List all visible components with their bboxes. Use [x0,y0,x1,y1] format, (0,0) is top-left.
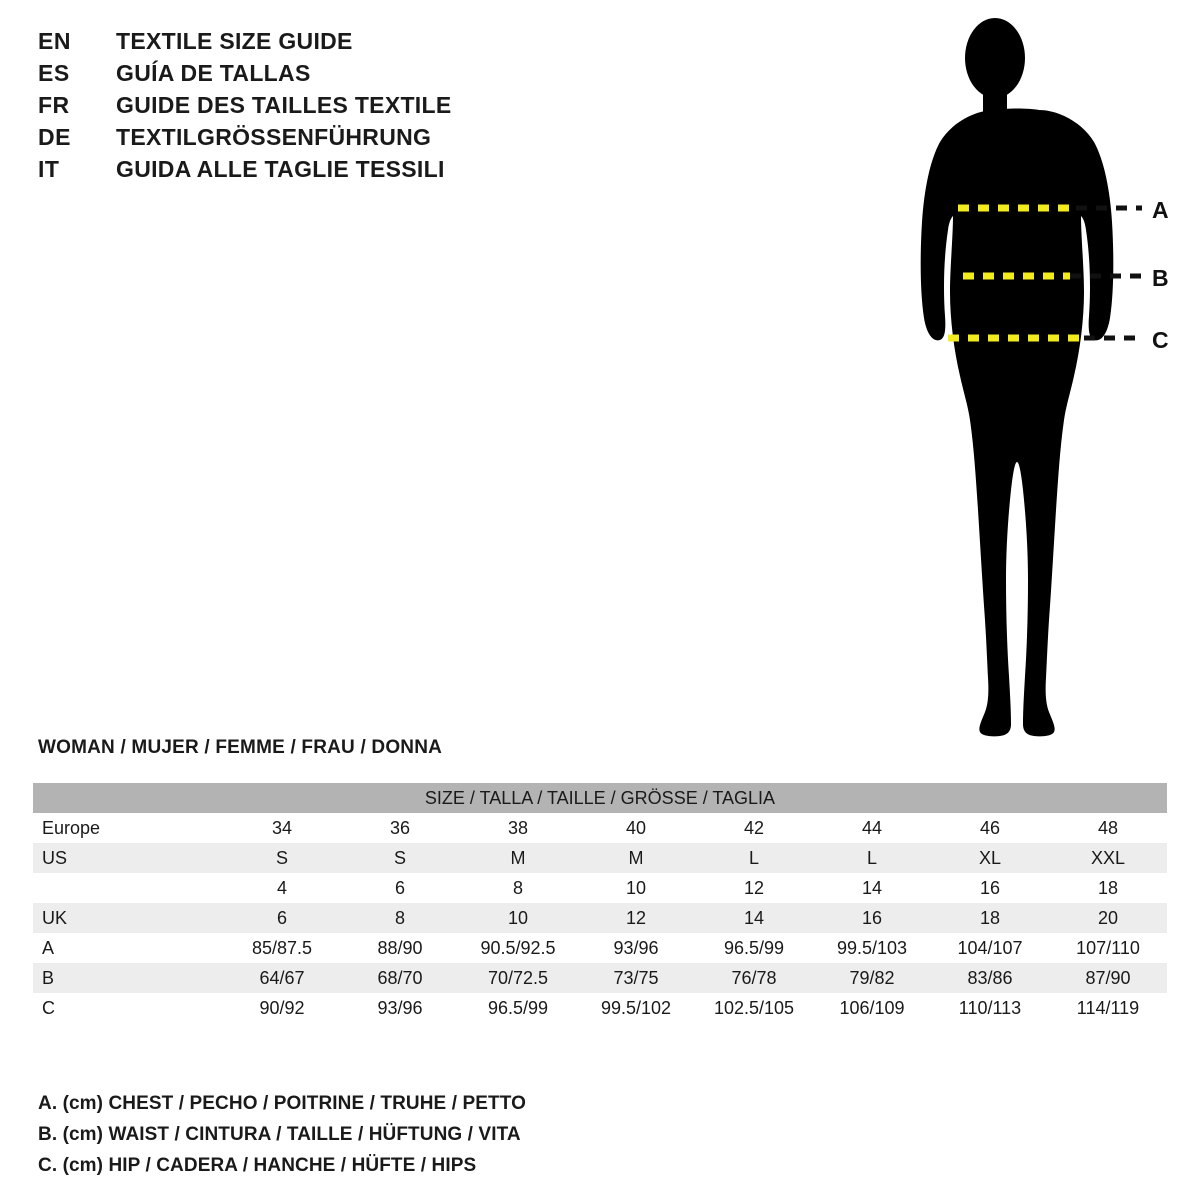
measurement-legend [38,1088,738,1181]
cell-c-7: 114/119 [1049,993,1167,1023]
table-row [33,963,1167,993]
title-text-it: GUIDA ALLE TAGLIE TESSILI [116,156,445,182]
table-row [33,903,1167,933]
language-code-fr: FR [38,92,70,118]
cell-us-5: L [813,843,931,873]
table-row [33,873,1167,903]
cell-b-6: 83/86 [931,963,1049,993]
legend-line-b: B. (cm) WAIST / CINTURA / TAILLE / HÜFTUNG / VITA [38,1124,521,1145]
row-label-us-numeric [33,873,223,903]
row-label-europe: Europe [33,813,223,843]
cell-europe-2: 38 [459,813,577,843]
section-heading-woman: WOMAN / MUJER / FEMME / FRAU / DONNA [38,737,443,758]
row-label-b: B [33,963,223,993]
title-text-de: TEXTILGRÖSSENFÜHRUNG [116,124,432,150]
row-label-us: US [33,843,223,873]
table-row [33,933,1167,963]
cell-c-5: 106/109 [813,993,931,1023]
language-title-block [38,28,558,188]
cell-us-1: S [341,843,459,873]
row-label-a: A [33,933,223,963]
cell-europe-0: 34 [223,813,341,843]
cell-europe-7: 48 [1049,813,1167,843]
language-code-es: ES [38,60,70,86]
cell-c-0: 90/92 [223,993,341,1023]
cell-us-0: S [223,843,341,873]
cell-uk-2: 10 [459,903,577,933]
cell-c-3: 99.5/102 [577,993,695,1023]
cell-c-2: 96.5/99 [459,993,577,1023]
cell-b-0: 64/67 [223,963,341,993]
cell-usnum-4: 12 [695,873,813,903]
title-row-es [38,60,558,92]
cell-usnum-2: 8 [459,873,577,903]
cell-usnum-6: 16 [931,873,1049,903]
table-row [33,993,1167,1023]
cell-usnum-1: 6 [341,873,459,903]
cell-a-4: 96.5/99 [695,933,813,963]
language-code-de: DE [38,124,71,150]
cell-b-5: 79/82 [813,963,931,993]
cell-us-2: M [459,843,577,873]
cell-usnum-7: 18 [1049,873,1167,903]
cell-a-6: 104/107 [931,933,1049,963]
title-row-it [38,156,558,188]
cell-c-1: 93/96 [341,993,459,1023]
cell-usnum-0: 4 [223,873,341,903]
language-code-en: EN [38,28,71,54]
cell-a-7: 107/110 [1049,933,1167,963]
legend-line-a: A. (cm) CHEST / PECHO / POITRINE / TRUHE / PETTO [38,1093,526,1114]
measure-label-b: B [1152,265,1169,291]
cell-uk-7: 20 [1049,903,1167,933]
cell-usnum-5: 14 [813,873,931,903]
title-text-en: TEXTILE SIZE GUIDE [116,28,353,54]
cell-a-5: 99.5/103 [813,933,931,963]
cell-us-3: M [577,843,695,873]
table-header-label: SIZE / TALLA / TAILLE / GRÖSSE / TAGLIA [33,783,1167,813]
cell-a-0: 85/87.5 [223,933,341,963]
size-table [33,783,1167,1023]
cell-uk-5: 16 [813,903,931,933]
cell-b-2: 70/72.5 [459,963,577,993]
cell-b-3: 73/75 [577,963,695,993]
cell-c-6: 110/113 [931,993,1049,1023]
cell-us-7: XXL [1049,843,1167,873]
cell-a-2: 90.5/92.5 [459,933,577,963]
cell-uk-6: 18 [931,903,1049,933]
title-text-es: GUÍA DE TALLAS [116,60,311,86]
cell-europe-6: 46 [931,813,1049,843]
cell-uk-1: 8 [341,903,459,933]
cell-a-1: 88/90 [341,933,459,963]
female-body-figure [880,10,1180,750]
cell-b-1: 68/70 [341,963,459,993]
measure-label-c: C [1152,327,1169,353]
body-silhouette-icon [880,10,1180,750]
cell-usnum-3: 10 [577,873,695,903]
cell-europe-4: 42 [695,813,813,843]
legend-line-c: C. (cm) HIP / CADERA / HANCHE / HÜFTE / HIPS [38,1155,477,1176]
cell-uk-3: 12 [577,903,695,933]
cell-a-3: 93/96 [577,933,695,963]
cell-europe-1: 36 [341,813,459,843]
cell-europe-5: 44 [813,813,931,843]
row-label-uk: UK [33,903,223,933]
cell-europe-3: 40 [577,813,695,843]
table-row [33,843,1167,873]
title-text-fr: GUIDE DES TAILLES TEXTILE [116,92,452,118]
row-label-c: C [33,993,223,1023]
cell-uk-0: 6 [223,903,341,933]
cell-c-4: 102.5/105 [695,993,813,1023]
table-header-row [33,783,1167,813]
cell-b-7: 87/90 [1049,963,1167,993]
cell-us-4: L [695,843,813,873]
table-row [33,813,1167,843]
title-row-fr [38,92,558,124]
cell-uk-4: 14 [695,903,813,933]
language-code-it: IT [38,156,60,182]
title-row-de [38,124,558,156]
cell-b-4: 76/78 [695,963,813,993]
measure-label-a: A [1152,197,1169,223]
cell-us-6: XL [931,843,1049,873]
title-row-en [38,28,558,60]
